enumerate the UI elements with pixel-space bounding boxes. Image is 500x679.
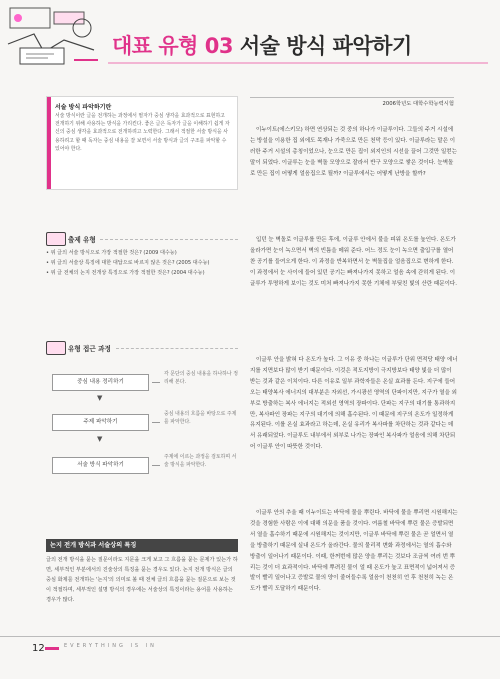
title-rest: 서술 방식 파악하기	[239, 34, 412, 58]
down-arrow-icon: ▼	[97, 435, 103, 443]
intro-accent-bar	[47, 97, 51, 189]
feature-body: 글의 전개 방식을 묻는 질문이라도 지문을 크게 보고 그 흐름을 묻는 문제가 있는가 하면, 세부적인 부분에서의 진술상의 특징을 묻는 경우도 있다. 논지 전개 방식은 글의 중심 화제를 전개하는 '논지'의 의미로 볼 때 전체 글의 흐름을 묻는 질문으로 보는 것이 적절하며, 세부적인 설명 방식의 경우에는 서술상의 특징이라는 용어를 사용하는 경우가 많다.	[46, 557, 238, 603]
footer	[0, 636, 500, 679]
flow-step-box: 중심 내용 정리하기	[52, 374, 149, 391]
header	[0, 0, 500, 75]
approach-section-label: 유형 접근 과정	[68, 345, 111, 353]
footer-tagline: EVERYTHING IS IN	[64, 643, 157, 649]
page-number-accent	[45, 647, 59, 650]
intro-body: 서술 방식이란 글을 전개하는 과정에서 필자가 중심 생각을 효과적으로 표현하고 전개하기 위해 사용하는 방식을 가리킨다. 좋은 글은 독자가 글을 이해하기 쉽게 자신의 중심 생각을 효과적으로 전개하려고 노력한다. 그래서 적절한 서술 방식을 사용하려고 할 때 독자는 중심 내용을 잘 보면서 서술 방식과 글의 구조를 파악할 수 있어야 한다.	[55, 113, 230, 152]
flow-connector	[152, 465, 160, 466]
exam-bullet: • 위 글 전체의 논지 전개상 특징으로 가장 적절한 것은? (2004 대수능)	[46, 270, 205, 277]
flow-connector	[152, 422, 160, 423]
flow-step-box: 주제 파악하기	[52, 414, 149, 431]
passage-paragraph: 이글루 안의 추울 때 이누이트는 바닥에 물을 뿌린다. 바닥에 물을 뿌리면 시원해지는 것을 경험한 사람은 이에 대해 의문을 품을 것이다. 여름철 바닥에 뿌린 물은 증발되면서 열을 흡수하기 때문에 시원해지는 것이지만, 이글루 바닥에 뿌린 물은 곧 얼면서 열을 방출하기 때문에 실내 온도가 올라간다. 물의 물리적 변화 과정에서는 열의 흡수와 방출이 일어나기 때문이다. 이때, 한꺼번에 많은 양을 뿌리는 것보다 조금씩 여러 번 뿌리는 것이 더 효과적이다. 바닥에 뿌려진 물이 얼 때 온도가 높고 표면적이 넓어져서 증발이 빨리 일어나고 증발로 물의 양이 줄어들수록 얼음이 천천히 언 후 천천히 녹는 온도가 빨리 도달하기 때문이다.	[250, 510, 458, 593]
page-number: 12	[32, 643, 45, 654]
page-title	[112, 30, 412, 60]
down-arrow-icon: ▼	[97, 394, 103, 402]
flow-step-desc: 주제에 이르는 과정을 검토하며 서술 방식을 파악한다.	[164, 454, 237, 468]
title-underline	[108, 62, 488, 64]
approach-flowchart	[46, 356, 238, 486]
passage-paragraph: 이글루 안을 밝혀 다 온도가 높다. 그 이유 중 하나는 이글루가 단위 면적당 태양 에너지를 지면보다 많이 받기 때문이다. 이것은 적도지방이 극지방보다 태양 빛을 더 많이 받는 것과 같은 이치이다. 다른 이유로 일부 과학자들은 온실 효과를 든다. 지구에 들어오는 태양복사 에너지의 대부분은 자외선, 가시광선 영역의 단파이지만, 지구가 열을 외부로 방출하는 복사 에너지는 적외선 영역의 장파이다. 단파는 지구의 대기를 통과하지만, 복사파인 장파는 지구의 대기에 의해 흡수된다. 이 때문에 지구의 온도가 일정하게 유지된다. 이를 온실 효과라고 하는데, 온실 유리가 복사파를 차단하는 것과 같다는 데서 유래되었다. 이글루도 내부에서 외부로 나가는 장파인 복사파가 얼음에 의해 차단되어 이글루 안이 따뜻한 것이다.	[250, 357, 458, 451]
approach-section-icon	[46, 341, 66, 355]
title-prefix: 대표 유형	[112, 34, 198, 58]
passage-paragraph: 입던 눈 벽돌로 이글루를 만든 후에, 이글루 안에서 불을 피워 온도를 높인다. 온도가 올라가면 눈이 녹으면서 벽의 빈틈을 메워 준다. 어느 정도 눈이 녹으면 출입구를 열어 찬 공기를 들여오게 한다. 이 과정을 반복하면서 눈 벽돌집을 얼음집으로 변하게 한다. 이 과정에서 눈 사이에 들어 있던 공기는 빠져나가지 못하고 얼음 속에 갇히게 된다. 이글루가 투명하게 보이는 것도 미처 빠져나가지 못한 기체에 부딪친 빛의 산란 때문이다.	[250, 237, 457, 287]
decorative-illustration	[4, 4, 102, 70]
feature-heading: 논지 전개 방식과 서술상의 특징	[46, 539, 238, 552]
intro-title: 서술 방식 파악하기란	[55, 104, 112, 111]
exam-bullet: • 위 글의 서술 방식으로 가장 적절한 것은? (2009 대수능)	[46, 250, 177, 256]
passage-source: 2006학년도 대학수학능력시험	[382, 101, 454, 107]
flow-step-desc: 각 문단의 중심 내용을 하나하나 정리해 본다.	[164, 371, 238, 385]
footer-rule	[0, 636, 500, 637]
passage-paragraph: 이누이트(에스키모) 하면 연상되는 것 중의 하나가 이글루이다. 그들의 주거 시설에는 방설을 이용한 집 외에도 목재나 가죽으로 만든 천막 등이 있다. 이글루라는 말은 이러한 주거 시설의 총칭이었으나, 눈으로 만든 집이 외지인의 시선을 끌어 그것만 일컫는 말이 되었다. 이글루는 눈을 벽돌 모양으로 잘라서 반구 모양으로 쌓은 것이다. 눈벽돌로 만든 집이 어떻게 얼음집으로 될까? 이글루에서는 어떻게 난방을 할까?	[250, 127, 457, 177]
flow-connector	[152, 382, 160, 383]
exam-bullets	[46, 248, 238, 279]
exam-section-label: 출제 유형	[68, 236, 96, 244]
exam-section-rule	[100, 239, 238, 240]
flow-step-desc: 중심 내용의 흐름을 바탕으로 주제를 파악한다.	[164, 411, 237, 425]
exam-bullet: • 위 글의 서술상 특징에 대한 대답으로 바르지 않은 것은? (2005 대수능)	[46, 260, 210, 267]
intro-box	[46, 96, 238, 190]
approach-section-rule	[116, 348, 238, 349]
title-number: 03	[204, 34, 234, 58]
flow-step-box: 서술 방식 파악하기	[52, 457, 149, 474]
exam-section-icon	[46, 232, 66, 246]
